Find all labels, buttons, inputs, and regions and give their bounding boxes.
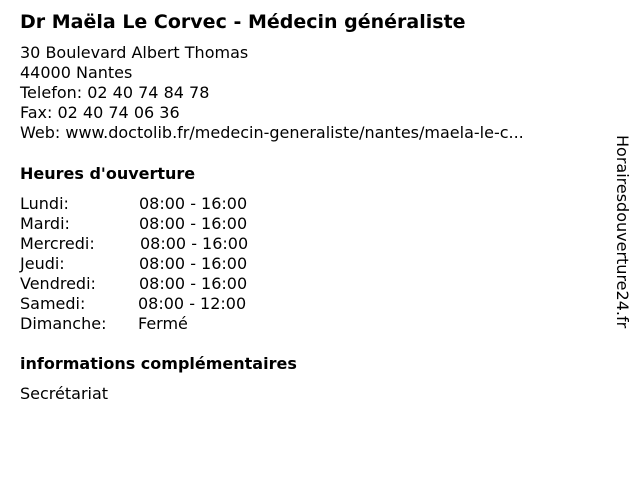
day-hours: 08:00 - 16:00 (139, 254, 248, 273)
day-hours: 08:00 - 16:00 (139, 274, 248, 293)
site-watermark: Horairesdouverture24.fr (613, 135, 632, 329)
day-label: Samedi: (20, 294, 86, 313)
contact-info (20, 43, 524, 143)
day-label: Mercredi: (20, 234, 95, 253)
day-label: Jeudi: (20, 254, 65, 273)
day-label: Mardi: (20, 214, 70, 233)
opening-hours-heading: Heures d'ouverture (20, 164, 196, 183)
day-hours: 08:00 - 12:00 (138, 294, 247, 313)
day-label: Vendredi: (20, 274, 96, 293)
day-label: Lundi: (20, 194, 69, 213)
website: Web: www.doctolib.fr/medecin-generaliste/nantes/maela-le-c... (20, 123, 524, 142)
additional-info-text: Secrétariat (20, 384, 109, 403)
day-hours: Fermé (138, 314, 188, 333)
page-title: Dr Maëla Le Corvec - Médecin généraliste (20, 11, 466, 33)
city: 44000 Nantes (20, 63, 133, 82)
fax-number: Fax: 02 40 74 06 36 (20, 103, 180, 122)
day-hours: 08:00 - 16:00 (139, 194, 248, 213)
additional-info-heading: informations complémentaires (20, 354, 297, 373)
street-address: 30 Boulevard Albert Thomas (20, 43, 249, 62)
day-hours: 08:00 - 16:00 (140, 234, 249, 253)
phone-number: Telefon: 02 40 74 84 78 (20, 83, 210, 102)
day-hours: 08:00 - 16:00 (139, 214, 248, 233)
day-label: Dimanche: (20, 314, 107, 333)
